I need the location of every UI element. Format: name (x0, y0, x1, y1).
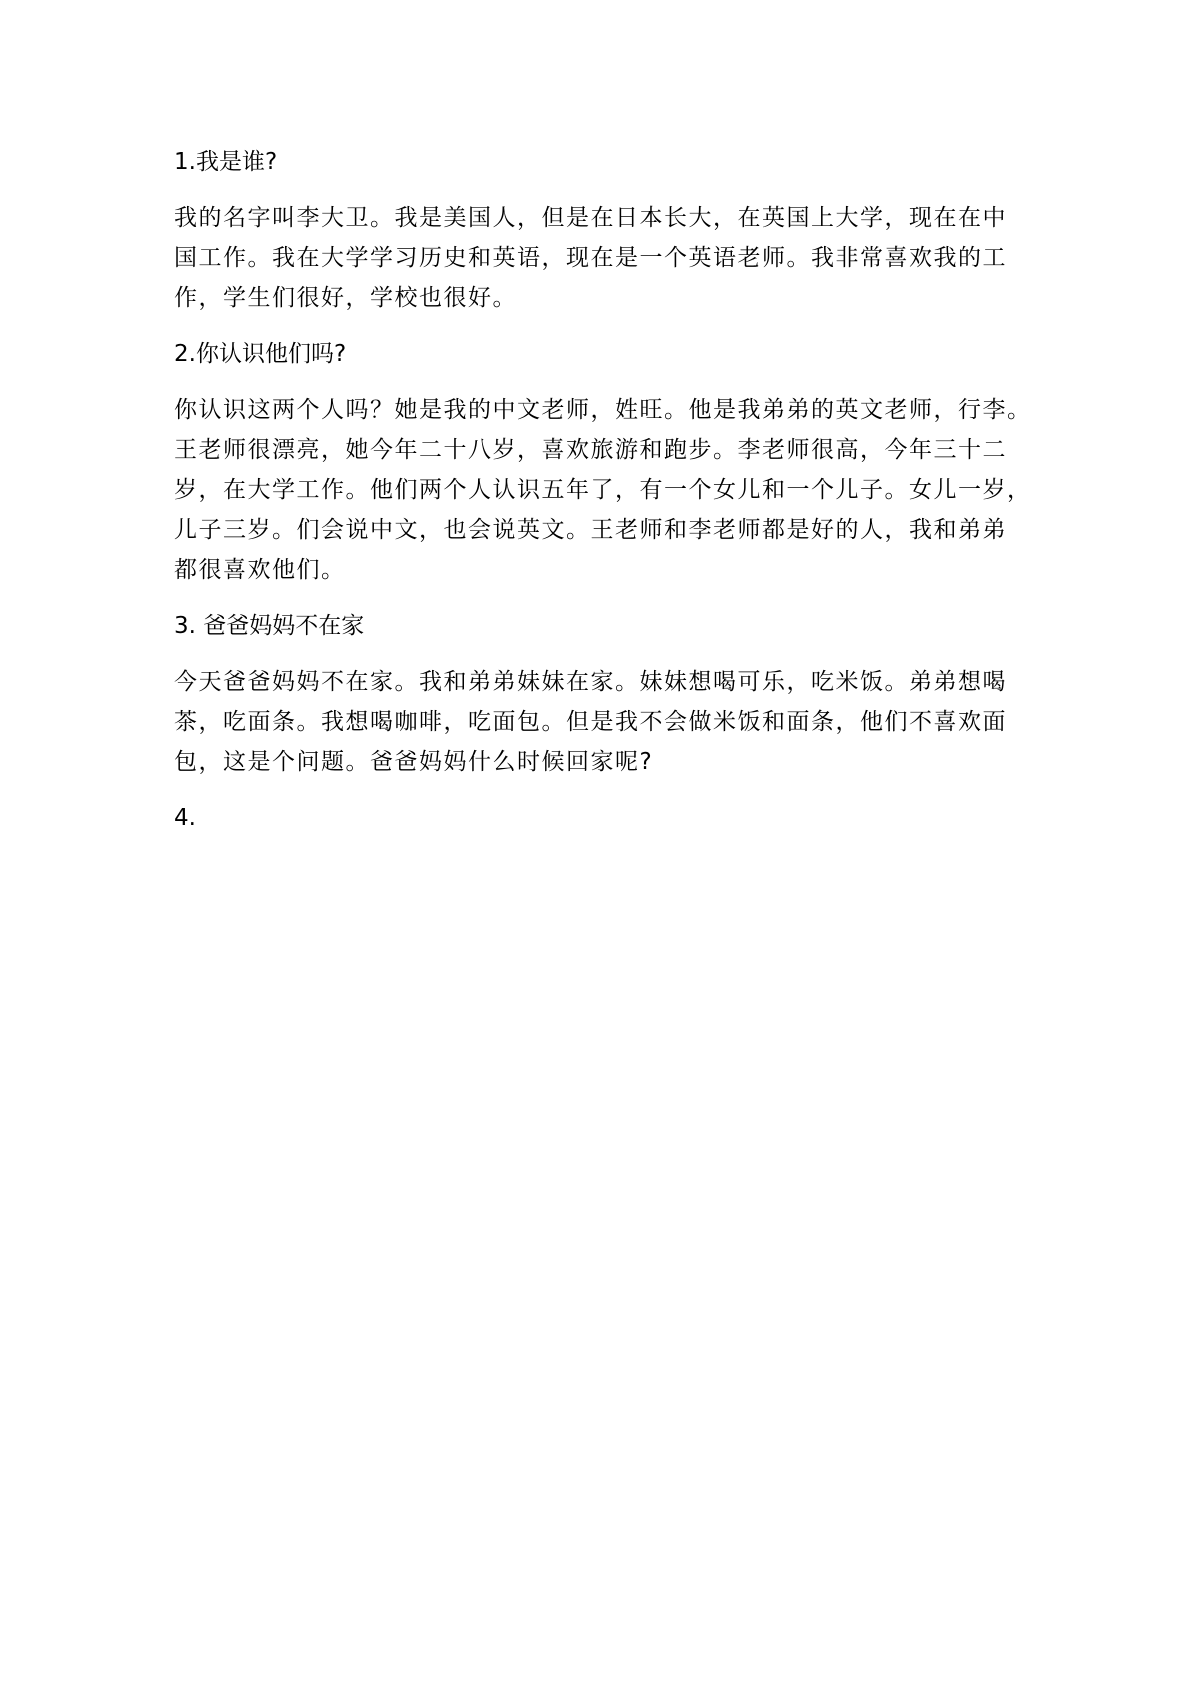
paragraph-line: 岁，在大学工作。他们两个人认识五年了，有一个女儿和一个儿子。女儿一岁， (174, 477, 1032, 503)
paragraph-line: 都很喜欢他们。 (174, 557, 346, 583)
paragraph-line: 作，学生们很好，学校也很好。 (174, 285, 517, 311)
section-paragraph-1 (174, 198, 1084, 318)
paragraph-line: 你认识这两个人吗？她是我的中文老师，姓旺。他是我弟弟的英文老师，行李。 (174, 397, 1032, 423)
section-heading-4: 4. (174, 805, 196, 831)
paragraph-line: 儿子三岁。们会说中文，也会说英文。王老师和李老师都是好的人，我和弟弟 (174, 517, 1007, 543)
section-paragraph-3 (174, 662, 1084, 782)
paragraph-line: 我的名字叫李大卫。我是美国人，但是在日本长大，在英国上大学，现在在中 (174, 205, 1007, 231)
paragraph-line: 国工作。我在大学学习历史和英语，现在是一个英语老师。我非常喜欢我的工 (174, 245, 1007, 271)
section-heading-3: 3. 爸爸妈妈不在家 (174, 613, 365, 639)
section-heading-1: 1.我是谁? (174, 149, 278, 175)
paragraph-line: 今天爸爸妈妈不在家。我和弟弟妹妹在家。妹妹想喝可乐，吃米饭。弟弟想喝 (174, 669, 1007, 695)
paragraph-line: 包，这是个问题。爸爸妈妈什么时候回家呢? (174, 749, 654, 775)
paragraph-line: 王老师很漂亮，她今年二十八岁，喜欢旅游和跑步。李老师很高，今年三十二 (174, 437, 1007, 463)
paragraph-line: 茶，吃面条。我想喝咖啡，吃面包。但是我不会做米饭和面条，他们不喜欢面 (174, 709, 1007, 735)
section-paragraph-2 (174, 390, 1084, 590)
section-heading-2: 2.你认识他们吗? (174, 341, 347, 367)
document-body (174, 142, 1084, 854)
